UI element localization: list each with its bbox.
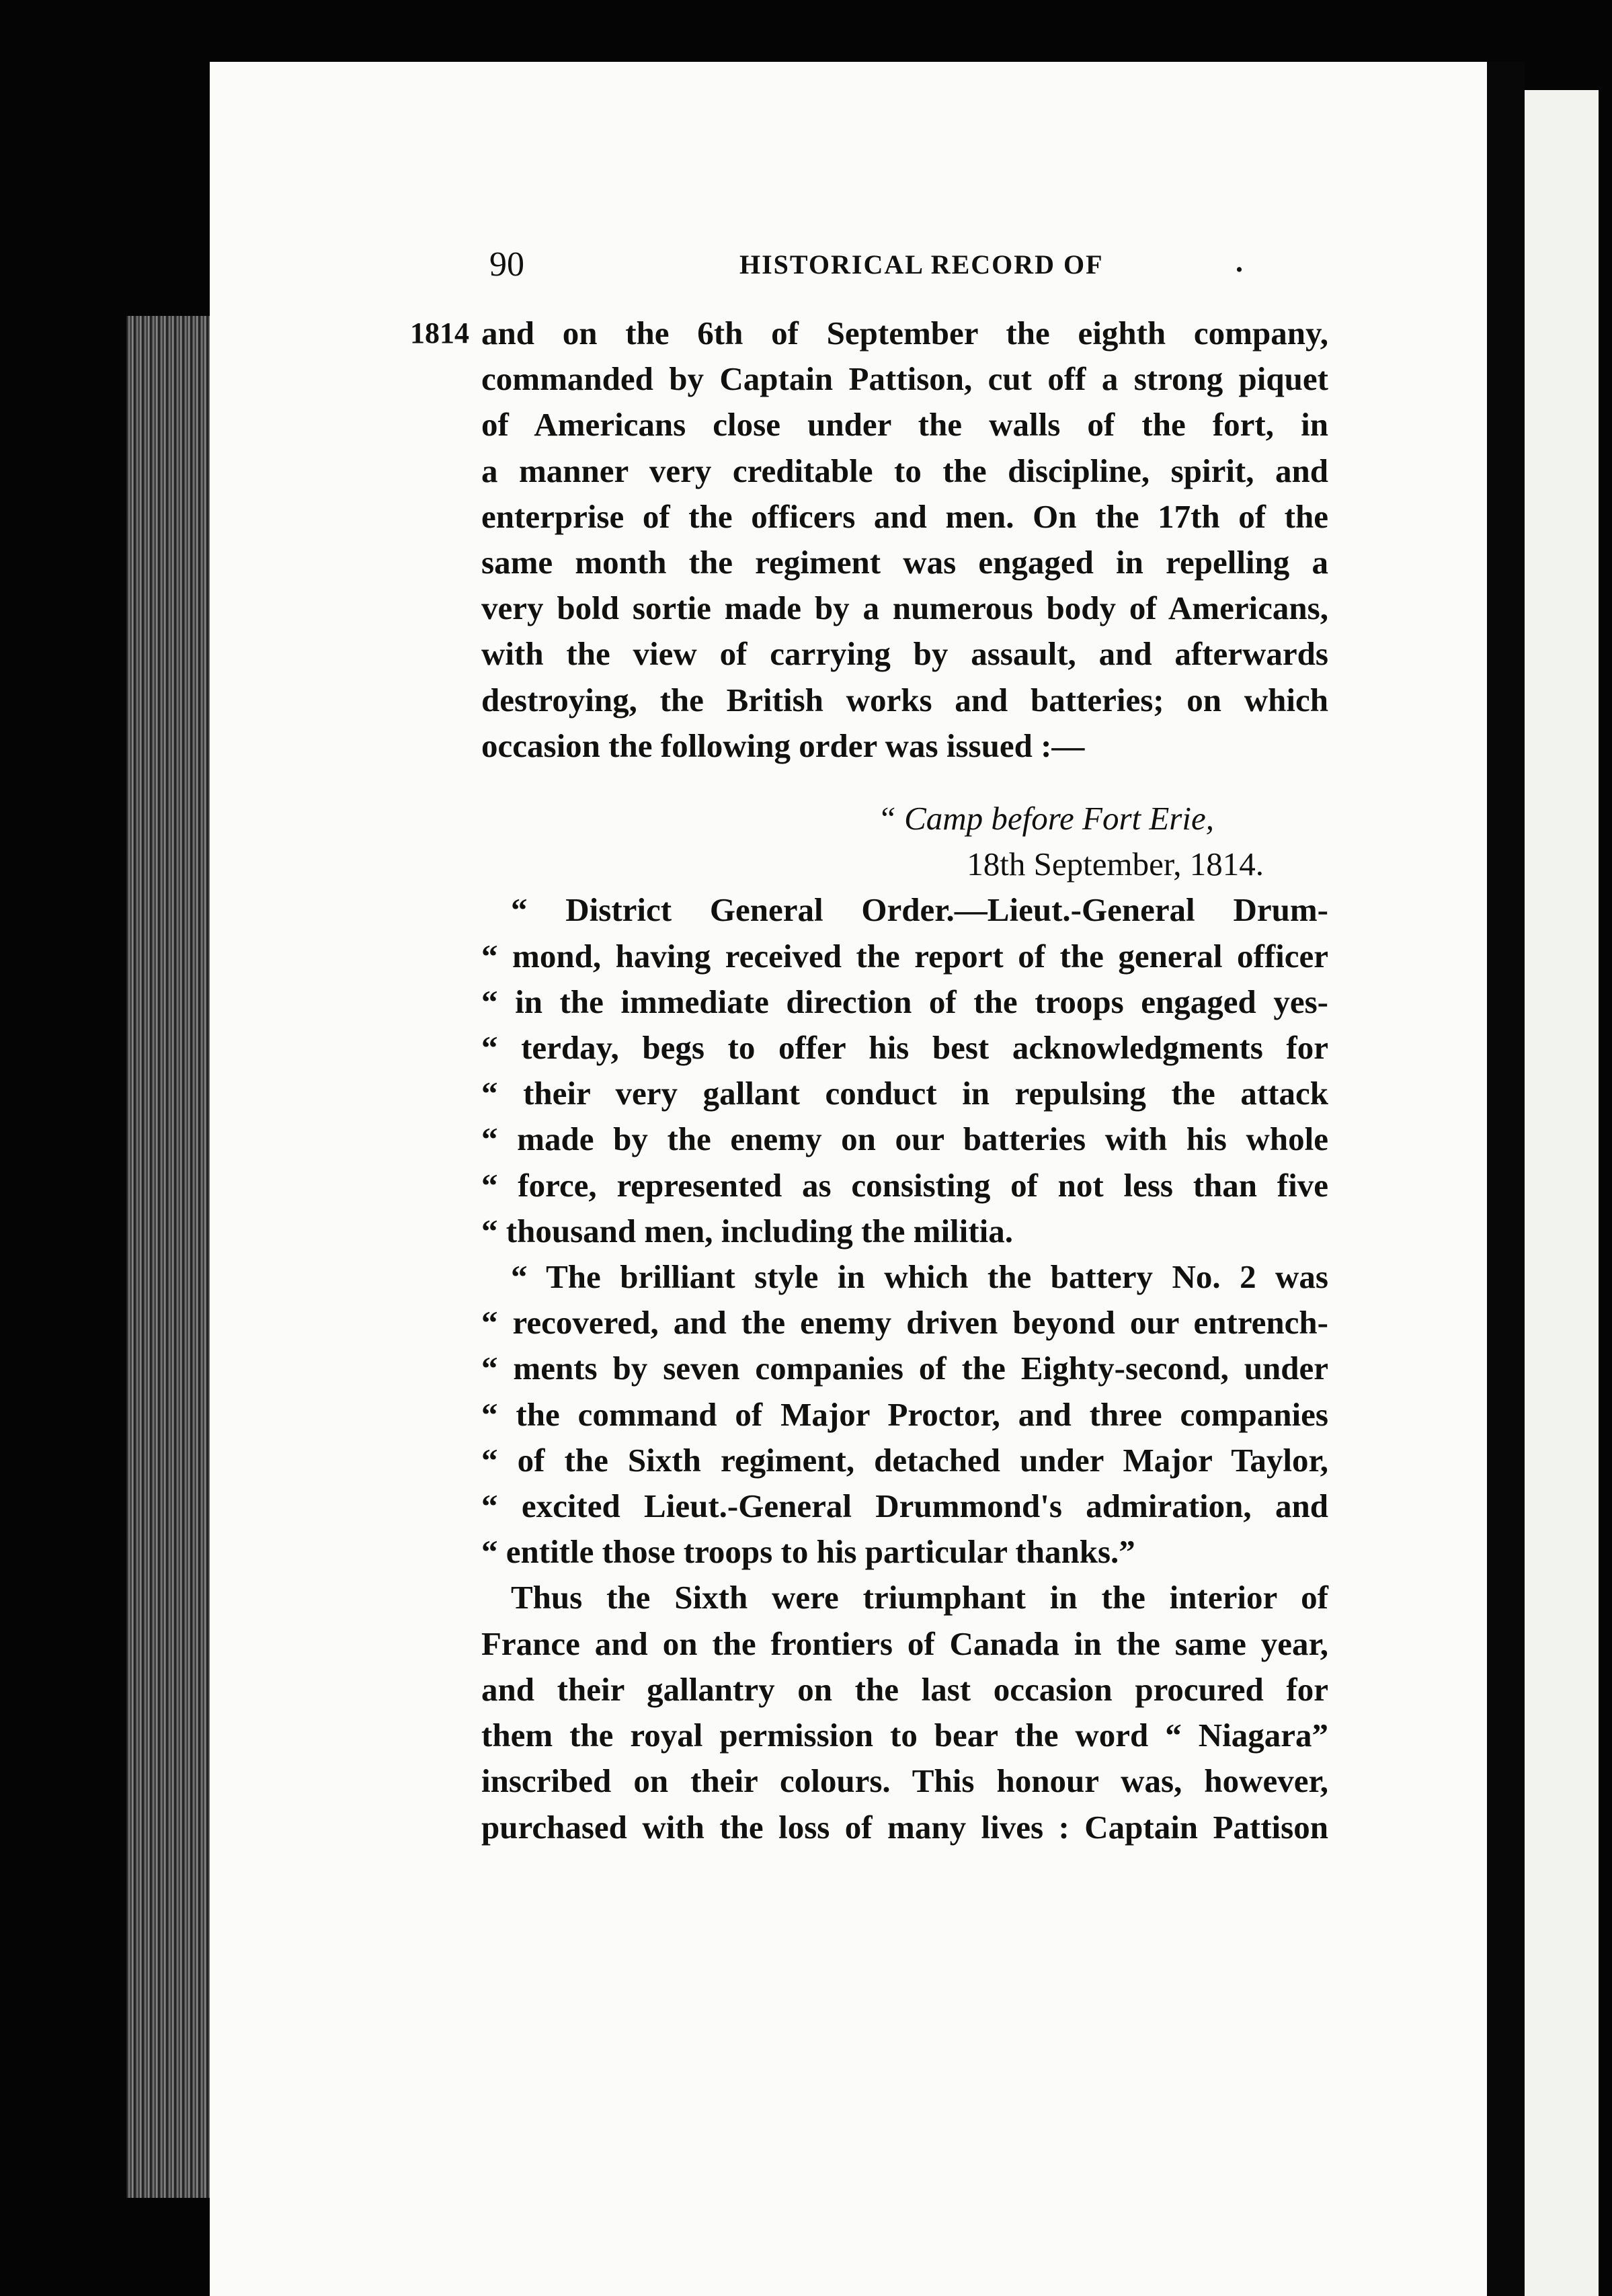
text-line: purchased with the loss of many lives : Captain Pattison (481, 1808, 1328, 1846)
gutter-shadow (1487, 62, 1525, 2296)
spacer (481, 769, 1328, 796)
text-line: “ mond, having received the report of the general officer (481, 937, 1328, 975)
text-line: “ their very gallant conduct in repulsing the attack (481, 1075, 1328, 1112)
dateline-date: 18th September, 1814. (967, 846, 1264, 883)
text-line: “ thousand men, including the militia. (481, 1212, 1013, 1249)
running-title: HISTORICAL RECORD OF (739, 249, 1104, 280)
text-line: “ force, represented as consisting of not less than five (481, 1166, 1328, 1204)
text-line: and on the 6th of September the eighth company, (481, 315, 1328, 352)
margin-year: 1814 (410, 317, 469, 350)
facing-page-edge (1525, 90, 1599, 2296)
text-line: occasion the following order was issued :— (481, 727, 1085, 764)
text-line: enterprise of the officers and men. On the 17th of the (481, 497, 1328, 535)
body-text (481, 311, 1328, 1850)
text-line: with the view of carrying by assault, and afterwards (481, 635, 1328, 673)
page-number: 90 (489, 245, 524, 284)
text-line: destroying, the British works and batteries; on which (481, 681, 1328, 719)
text-line: “ recovered, and the enemy driven beyond our entrench- (481, 1304, 1328, 1342)
text-line: “ in the immediate direction of the troops engaged yes- (481, 983, 1328, 1020)
text-line: “ of the Sixth regiment, detached under Major Taylor, (481, 1441, 1328, 1479)
text-line: inscribed on their colours. This honour was, however, (481, 1762, 1328, 1800)
order-heading-line: “ District General Order.—Lieut.-General Drum- (511, 891, 1328, 929)
text-line: them the royal permission to bear the word “ Niagara” (481, 1717, 1328, 1754)
text-line: Thus the Sixth were triumphant in the interior of (511, 1579, 1328, 1616)
text-line: very bold sortie made by a numerous body of Americans, (481, 589, 1328, 627)
text-line: “ terday, begs to offer his best acknowledgments for (481, 1029, 1328, 1067)
running-head (0, 245, 1612, 285)
text-line: “ entitle those troops to his particular thanks.” (481, 1533, 1135, 1571)
text-line: commanded by Captain Pattison, cut off a strong piquet (481, 360, 1328, 398)
header-mark: . (1236, 245, 1243, 278)
book-page-edges (126, 316, 214, 2198)
text-line: France and on the frontiers of Canada in the same year, (481, 1625, 1328, 1662)
text-line: “ the command of Major Proctor, and three companies (481, 1395, 1328, 1433)
text-line: “ The brilliant style in which the battery No. 2 was (511, 1258, 1328, 1296)
text-line: a manner very creditable to the discipline, spirit, and (481, 452, 1328, 489)
text-line: “ made by the enemy on our batteries with his whole (481, 1120, 1328, 1158)
text-line: of Americans close under the walls of the fort, in (481, 406, 1328, 444)
text-line: “ ments by seven companies of the Eighty-second, under (481, 1350, 1328, 1387)
dateline-place: “ Camp before Fort Erie, (877, 800, 1214, 837)
text-line: and their gallantry on the last occasion procured for (481, 1670, 1328, 1708)
text-line: “ excited Lieut.-General Drummond's admiration, and (481, 1487, 1328, 1525)
text-line: same month the regiment was engaged in repelling a (481, 544, 1328, 581)
